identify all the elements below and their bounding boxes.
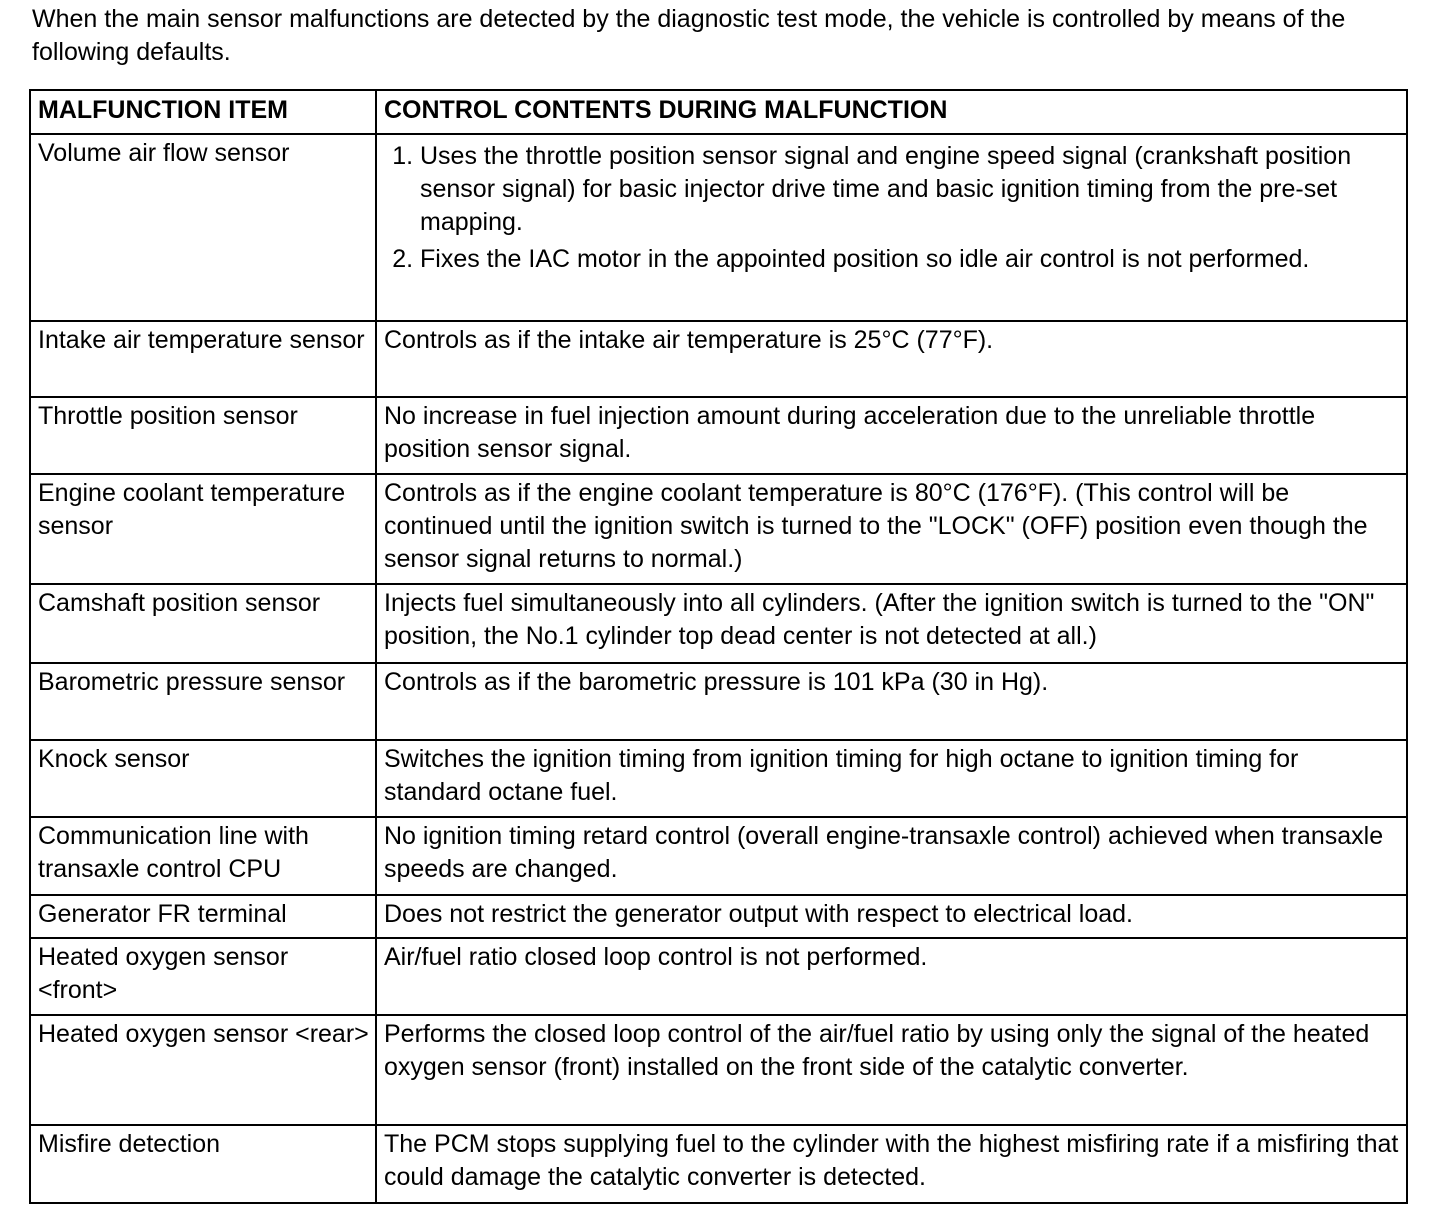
table-header-row: [30, 90, 1407, 134]
table-row: [30, 474, 1407, 584]
malfunction-item-cell: Volume air flow sensor: [30, 134, 376, 321]
malfunction-item-cell: Intake air temperature sensor: [30, 321, 376, 397]
control-contents-cell: Controls as if the intake air temperature is 25°C (77°F).: [376, 321, 1407, 397]
malfunction-item-cell: Barometric pressure sensor: [30, 663, 376, 740]
control-contents-cell: No increase in fuel injection amount during acceleration due to the unreliable throttle position sensor signal.: [376, 397, 1407, 474]
control-contents-cell: [376, 134, 1407, 321]
malfunction-item-cell: Heated oxygen sensor <rear>: [30, 1015, 376, 1125]
malfunction-item-cell: Throttle position sensor: [30, 397, 376, 474]
table-row: [30, 895, 1407, 938]
control-steps-list: [384, 140, 1400, 276]
malfunction-item-cell: Engine coolant temperature sensor: [30, 474, 376, 584]
control-contents-cell: Controls as if the barometric pressure is 101 kPa (30 in Hg).: [376, 663, 1407, 740]
header-malfunction-item: MALFUNCTION ITEM: [30, 90, 376, 134]
malfunction-item-cell: Misfire detection: [30, 1125, 376, 1203]
table-row: [30, 397, 1407, 474]
control-contents-cell: Does not restrict the generator output with respect to electrical load.: [376, 895, 1407, 938]
control-contents-cell: Performs the closed loop control of the air/fuel ratio by using only the signal of the heated oxygen sensor (front) installed on the front side of the catalytic converter.: [376, 1015, 1407, 1125]
malfunction-item-cell: Knock sensor: [30, 740, 376, 817]
table-row: [30, 1125, 1407, 1203]
header-control-contents: CONTROL CONTENTS DURING MALFUNCTION: [376, 90, 1407, 134]
malfunction-item-cell: Camshaft position sensor: [30, 584, 376, 663]
control-contents-cell: Controls as if the engine coolant temperature is 80°C (176°F). (This control will be continued until the ignition switch is turned to the "LOCK" (OFF) position even though the sensor signal returns to normal.): [376, 474, 1407, 584]
table-row: [30, 321, 1407, 397]
malfunction-defaults-table: [29, 89, 1408, 1204]
malfunction-item-cell: Communication line with transaxle control CPU: [30, 817, 376, 895]
table-row: [30, 134, 1407, 321]
table-row: [30, 938, 1407, 1015]
control-step: 2. Fixes the IAC motor in the appointed position so idle air control is not performed.: [420, 243, 1400, 276]
malfunction-item-cell: Generator FR terminal: [30, 895, 376, 938]
malfunction-item-cell: Heated oxygen sensor <front>: [30, 938, 376, 1015]
control-contents-cell: No ignition timing retard control (overall engine-transaxle control) achieved when transaxle speeds are changed.: [376, 817, 1407, 895]
table-row: [30, 1015, 1407, 1125]
control-contents-cell: Air/fuel ratio closed loop control is not performed.: [376, 938, 1407, 1015]
control-contents-cell: Switches the ignition timing from ignition timing for high octane to ignition timing for standard octane fuel.: [376, 740, 1407, 817]
table-row: [30, 740, 1407, 817]
control-contents-cell: Injects fuel simultaneously into all cylinders. (After the ignition switch is turned to the "ON" position, the No.1 cylinder top dead center is not detected at all.): [376, 584, 1407, 663]
table-row: [30, 663, 1407, 740]
table-row: [30, 584, 1407, 663]
intro-paragraph: When the main sensor malfunctions are detected by the diagnostic test mode, the vehicle is controlled by means of the following defaults.: [32, 5, 1346, 66]
table-row: [30, 817, 1407, 895]
control-step: 1. Uses the throttle position sensor signal and engine speed signal (crankshaft position sensor signal) for basic injector drive time and basic ignition timing from the pre-set mapping.: [420, 140, 1400, 239]
control-contents-cell: The PCM stops supplying fuel to the cylinder with the highest misfiring rate if a misfiring that could damage the catalytic converter is detected.: [376, 1125, 1407, 1203]
